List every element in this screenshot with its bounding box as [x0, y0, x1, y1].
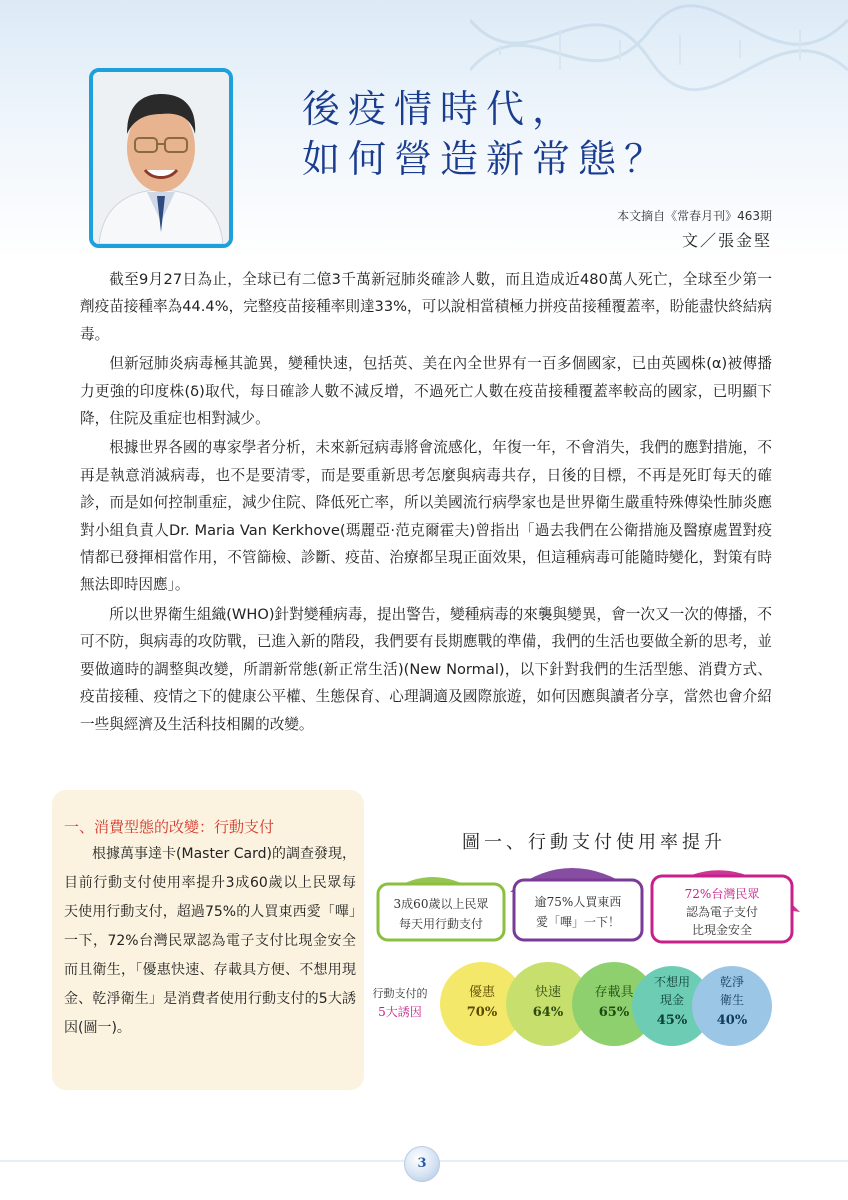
- stat-box-2-line2: 愛「嗶」一下！: [535, 915, 621, 929]
- reason-5-label-a: 乾淨: [719, 975, 745, 989]
- sidebar-box: [52, 790, 364, 1090]
- article-body: [80, 266, 772, 740]
- reason-4-value: 45%: [656, 1013, 688, 1028]
- reasons-label-line1: 行動支付的: [372, 987, 428, 1000]
- reason-5-label-b: 衛生: [719, 993, 745, 1007]
- article-title: [302, 84, 670, 184]
- stat-box-1: [378, 884, 504, 940]
- page-number-badge: [404, 1146, 440, 1182]
- reason-2-value: 64%: [532, 1005, 564, 1020]
- sidebar-text: 根據萬事達卡(Master Card)的調查發現，目前行動支付使用率提升3成60歲以上民眾每天使用行動支付，超過75%的人買東西愛「嗶」一下，72%台灣民眾認為電子支付比現金安全而且衛生，「優惠快速、存載具方便、不想用現金、乾淨衛生」是消費者使用行動支付的5大誘因(圖一)。: [64, 846, 356, 1036]
- reason-3-label: 存載具: [594, 985, 634, 1000]
- figure-title: 圖一、行動支付使用率提升: [462, 832, 726, 853]
- stat-box-2: [514, 880, 642, 940]
- paragraph: 根據世界各國的專家學者分析，未來新冠病毒將會流感化，年復一年，不會消失，我們的應對措施，不再是執意消滅病毒，也不是要清零，而是要重新思考怎麼與病毒共存，日後的目標，不再是死盯每天的確診，而是如何控制重症，減少住院、降低死亡率，所以美國流行病學家也是世界衛生嚴重特殊傳染性肺炎應對小組負責人Dr. Maria Van Kerkhove(瑪麗亞·范克爾霍夫)曾指出「過去我們在公衛措施及醫療處置對疫情都已發揮相當作用，不管篩檢、診斷、疫苗、治療都呈現正面效果，但這種病毒可能隨時變化，對策有時無法即時因應」。: [80, 439, 772, 594]
- reason-1-label: 優惠: [468, 985, 496, 1000]
- paragraph: 所以世界衛生組織(WHO)針對變種病毒，提出警告，變種病毒的來襲與變異，會一次又一次的傳播，不可不防，與病毒的攻防戰，已進入新的階段，我們要有長期應戰的準備，我們的生活也要做全新的思考，並要做適時的調整與改變，所謂新常態(新正常生活)(New Normal)，以下針對我們的生活型態、消費方式、疫苗接種、疫情之下的健康公平權、生態保育、心理調適及國際旅遊，如何因應與讀者分享，當然也會介紹一些與經濟及生活科技相關的改變。: [80, 605, 772, 733]
- stat-box-3-line3: 比現金安全: [691, 923, 753, 937]
- reason-3-value: 65%: [598, 1005, 630, 1020]
- stat-box-3-line1: 72%台灣民眾: [684, 887, 760, 901]
- reason-5-value: 40%: [716, 1013, 748, 1028]
- paragraph: 但新冠肺炎病毒極其詭異，變種快速，包括英、美在內全世界有一百多個國家，已由英國株(α)被傳播力更強的印度株(δ)取代，每日確診人數不減反增，不過死亡人數在疫苗接種覆蓋率較高的國家，已明顯下降，住院及重症也相對減少。: [80, 355, 772, 428]
- stat-box-2-line1: 逾75%人買東西: [534, 895, 622, 909]
- author-photo: [89, 68, 233, 248]
- stat-box-1-line2: 每天用行動支付: [398, 917, 484, 931]
- sidebar-heading: 一、消費型態的改變：行動支付: [64, 818, 275, 836]
- reasons-label-line2: 5大誘因: [378, 1005, 422, 1019]
- article-source: 本文摘自《常春月刊》463期: [617, 209, 772, 223]
- reason-4-label-a: 不想用: [653, 975, 691, 989]
- figure-infographic: [370, 862, 810, 1072]
- page-number: 3: [417, 1156, 427, 1171]
- title-line-1: 後疫情時代，: [302, 87, 579, 131]
- reason-2-label: 快速: [534, 985, 562, 1000]
- title-line-2: 如何營造新常態？: [302, 137, 671, 181]
- stat-box-3-line2: 認為電子支付: [685, 905, 759, 919]
- reason-1-value: 70%: [466, 1005, 498, 1020]
- article-byline: 文／張金堅: [681, 231, 772, 250]
- paragraph: 截至9月27日為止，全球已有二億3千萬新冠肺炎確診人數，而且造成近480萬人死亡，全球至少第一劑疫苗接種率為44.4%，完整疫苗接種率則達33%，可以說相當積極力拼疫苗接種覆蓋率，盼能盡快終結病毒。: [80, 271, 772, 343]
- stat-box-1-line1: 3成60歲以上民眾: [393, 897, 489, 911]
- reason-4-label-b: 現金: [659, 993, 685, 1007]
